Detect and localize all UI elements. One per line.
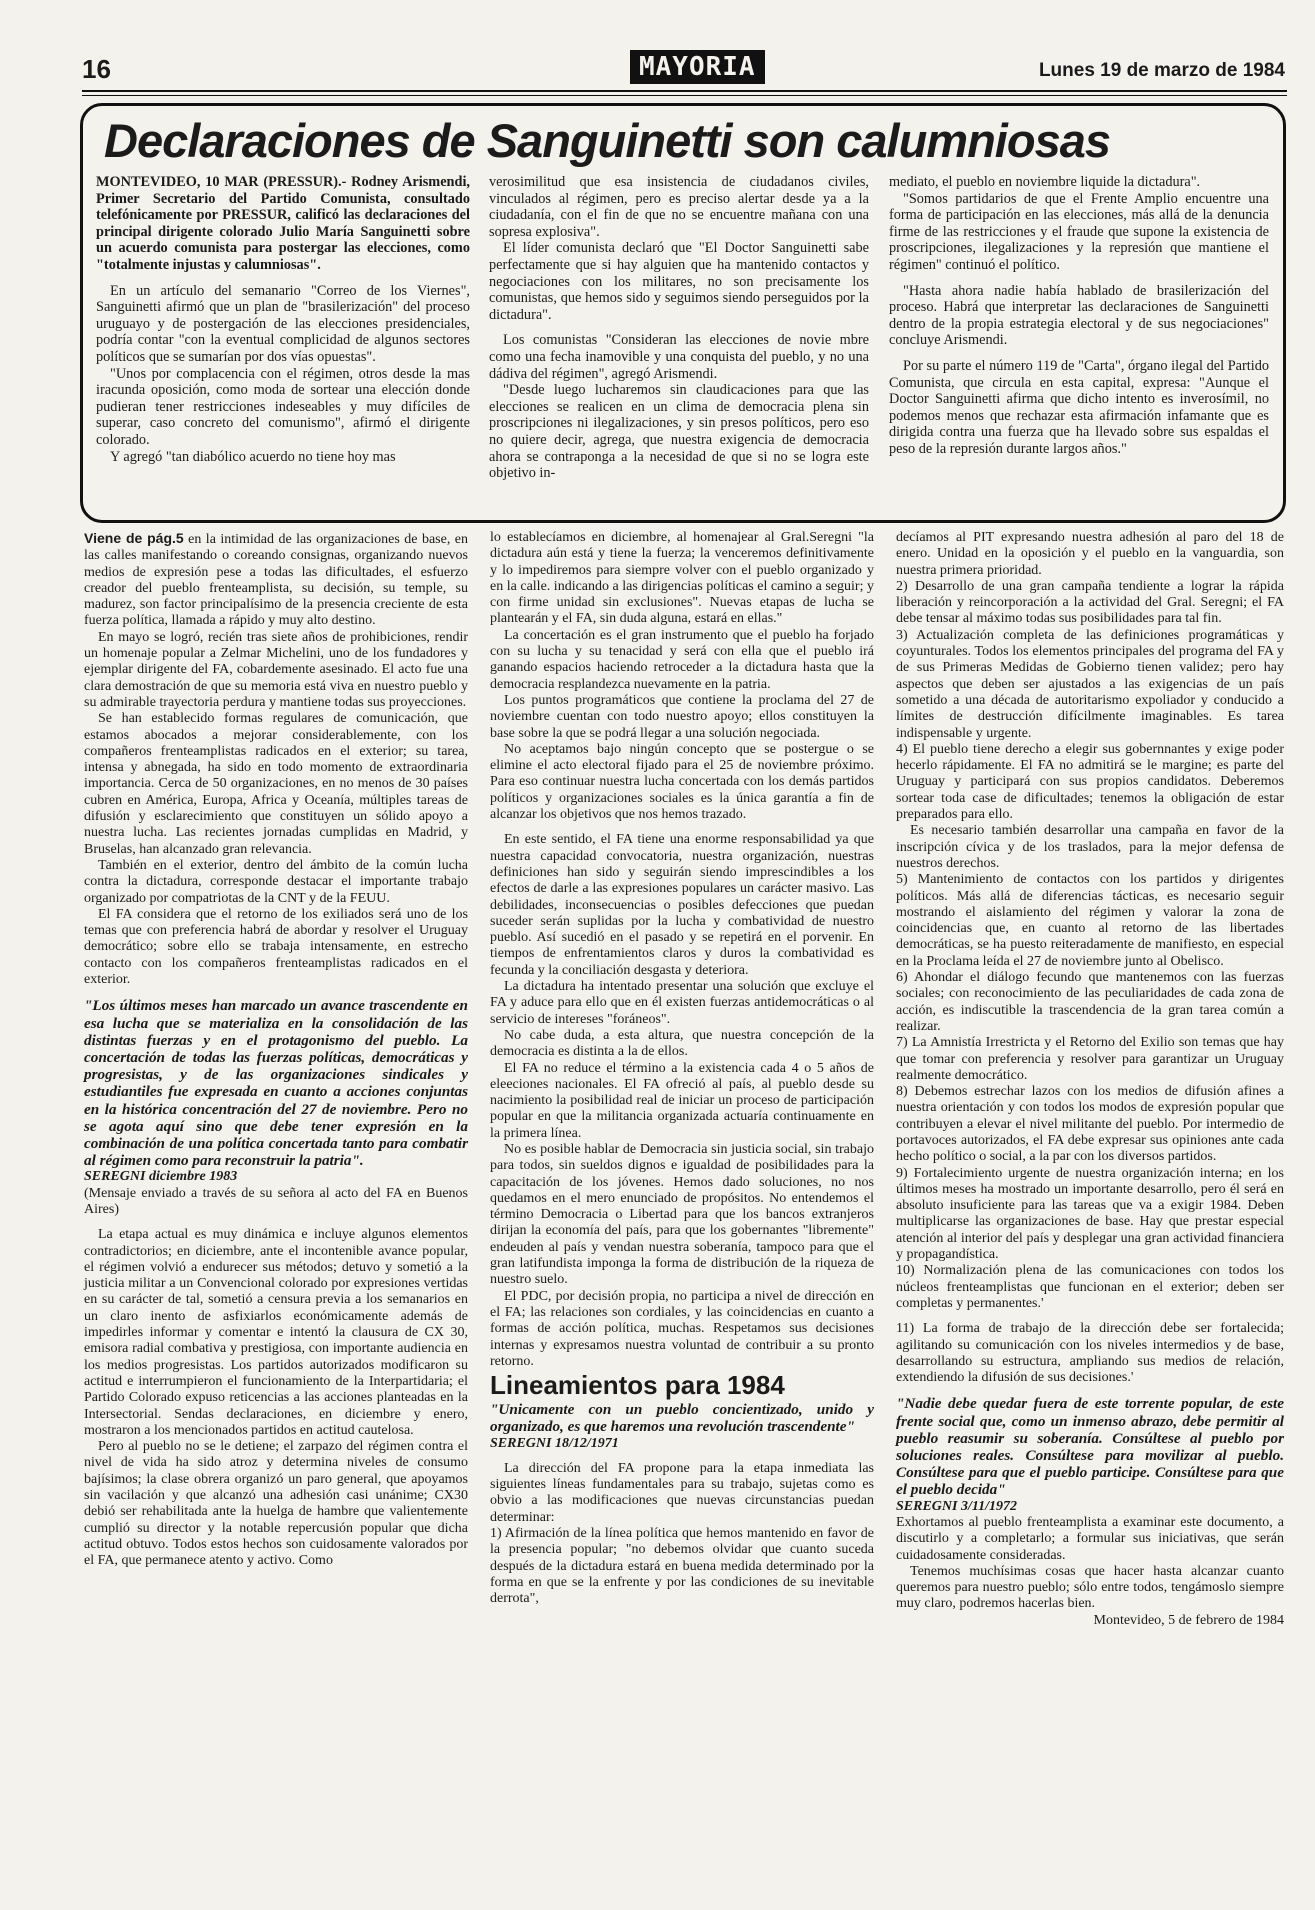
list-item: 11) La forma de trabajo de la dirección debe ser fortalecida; agilitando su comunicación con los niveles intermedios y de base, desarrollando su estructura, ampliando sus medios de relación, extendiendo la difusión de sus decisiones.'	[896, 1321, 1284, 1386]
paragraph: verosimilitud que esa insistencia de ciudadanos civiles, vinculados al régimen, pero es preciso alertar desde ya a la ciudadanía, con el fin de que no se encuentre mañana con una sopresa explosiva".	[489, 174, 869, 240]
article-lead: MONTEVIDEO, 10 MAR (PRESSUR).- Rodney Arismendi, Primer Secretario del Partido Comunista, consultado telefónicamente por PRESSUR, calificó las declaraciones del principal dirigente colorado Julio María Sanguinetti sobre un acuerdo comunista para postergar las elecciones, como "totalmente injustas y calumniosas".	[96, 174, 470, 273]
masthead-logo: MAYORIA	[630, 50, 765, 84]
paragraph: Los puntos programáticos que contiene la proclama del 27 de noviembre cuentan con todo nuestro apoyo; ellos constituyen la base sobre la que se podrá llegar a una solución negociada.	[490, 692, 874, 741]
pull-quote: "Unicamente con un pueblo concientizado, unido y organizado, es que haremos una revolución trascendente"	[490, 1401, 874, 1436]
paragraph: "Unos por complacencia con el régimen, otros desde la mas iracunda oposición, como moda de sortear una elección donde pudieran tener restricciones indeseables y muy difíciles de superar, caso concreto del comunismo", afirmó el dirigente colorado.	[96, 365, 470, 448]
paragraph: Se han establecido formas regulares de comunicación, que estamos abocados a mejorar considerablemente, con los compañeros frenteamplistas radicados en el exterior; su tarea, intensa y abnegada, ha sido en todo momento de extraordinaria importancia. Cerca de 50 organizaciones, en no menos de 30 países cubren en América, Europa, Africa y Oceanía, múltiples tareas de difusión y esclarecimiento que constituyen un sólido apoyo a nuestra lucha. Las recientes jornadas cumplidas en Madrid, y Bruselas, han alcanzado gran relevancia.	[84, 711, 468, 857]
box-column-2	[489, 174, 869, 482]
paragraph: "Desde luego lucharemos sin claudicaciones para que las elecciones se realicen en un clima de democracia plena sin proscripciones ni ilegalizaciones, y sin presos políticos, pero eso no quiere decir, agrega, que nuestra exigencia de democracia ahora se contraponga a la necesidad de que si no se logra este objetivo in-	[489, 382, 869, 482]
document-date: Montevideo, 5 de febrero de 1984	[1093, 1612, 1284, 1628]
paragraph: Exhortamos al pueblo frenteamplista a examinar este documento, a discutirlo y a completarlo; a formular sus iniciativas, que serán cuidadosamente consideradas.	[896, 1514, 1284, 1563]
quote-note: (Mensaje enviado a través de su señora al acto del FA en Buenos Aires)	[84, 1185, 468, 1217]
quote-attribution: SEREGNI 18/12/1971	[490, 1435, 619, 1451]
paragraph: Los comunistas "Consideran las elecciones de novie mbre como una fecha inamovible y una conquista del pueblo, y no una dádiva del régimen", agregó Arismendi.	[489, 332, 869, 382]
main-column-3	[896, 530, 1284, 1629]
main-column-2	[490, 530, 874, 1608]
paragraph: "Somos partidarios de que el Frente Amplio encuentre una forma de participación en las elecciones, más allá de la denuncia firme de las restricciones y el fraude que supone la existencia de proscripciones, ilegalizaciones y la represión que mantiene el régimen" continuó el político.	[889, 190, 1269, 273]
paragraph: No es posible hablar de Democracia sin justicia social, sin trabajo para todos, sin sueldos dignos e igualdad de posibilidades para la capacitación de los jóvenes. Hemos dado soluciones, no nos quedamos en el mero enunciado de propósitos. No entendemos el término Democracia o Libertad para que los bancos extranjeros dirijan la economía del país, para que los gobernantes "libremente" endeuden al país y vendan nuestra soberanía, tampoco para que el gran latifundista imponga la forma de distribución de la riqueza de nuestro suelo.	[490, 1141, 874, 1288]
page-header	[82, 54, 1285, 88]
main-column-1	[84, 530, 468, 1569]
section-title: Lineamientos para 1984	[490, 1370, 785, 1401]
paragraph: En mayo se logró, recién tras siete años de prohibiciones, rendir un homenaje popular a Zelmar Michelini, uno de los fundadores y ejemplar dirigente del FA, cobardemente asesinado. El acto fue una clara demostración de que su memoria está viva en nuestro pueblo y su admirable trayectoria perdura y mantiene todas sus proyecciones.	[84, 629, 468, 710]
paragraph: También en el exterior, dentro del ámbito de la común lucha contra la dictadura, corresponde destacar el importante trabajo organizado por compatriotas de la CNT y de la FEUU.	[84, 857, 468, 906]
list-item: 2) Desarrollo de una gran campaña tendiente a lograr la rápida liberación y reincorporación a la actividad del Gral. Seregni; el FA debe tensar al máximo todas sus posibilidades para tal fin.	[896, 578, 1284, 627]
list-item: 10) Normalización plena de las comunicaciones con todos los núcleos frenteamplistas que funcionan en el exterior; deben ser completas y permanentes.'	[896, 1263, 1284, 1311]
header-rule	[82, 90, 1287, 92]
article-headline: Declaraciones de Sanguinetti son calumniosas	[104, 114, 1110, 167]
box-column-3	[889, 174, 1269, 458]
continued-from-label: Viene de pág.5	[84, 530, 184, 546]
paragraph: El líder comunista declaró que "El Doctor Sanguinetti sabe perfectamente que si hay alguien que ha mantenido contactos y negociaciones con los militares, no son precisamente los comunistas, que hemos sido y seguimos siendo perseguidos por la dictadura".	[489, 240, 869, 323]
paragraph: En un artículo del semanario "Correo de los Viernes", Sanguinetti afirmó que un plan de "brasilerización" del proceso uruguayo y de postergación de las elecciones presidenciales, podría contar "con la eventual complicidad de algunos sectores políticos que se sumarían por dos vías opuestas".	[96, 282, 470, 365]
paragraph: Tenemos muchísimas cosas que hacer hasta alcanzar cuanto queremos para nuestro pueblo; sólo entre todos, tengámoslo siempre muy claro, podremos hacerlas bien.	[896, 1563, 1284, 1612]
paragraph: Pero al pueblo no se le detiene; el zarpazo del régimen contra el nivel de vida ha sido atroz y determina niveles de consumo bajísimos; la clase obrera organizó un paro general, que apoyamos sin vacilación y que alcanzó una adhesión casi unánime; CX30 debió ser rehabilitada ante la huelga de hambre que valientemente cumplió su director y la notable repercusión popular que dicha actitud obtuvo. Todos estos hechos son cuidosamente valorados por el FA, que permanece atento y activo. Como	[84, 1439, 468, 1569]
continuation-paragraph: Viene de pág.5 en la intimidad de las organizaciones de base, en las calles manifestando o coreando consignas, organizando nuevos medios de expresión pese a todas las dificultades, el esfuerzo creador del pueblo frenteamplista, su decisión, su temple, su madurez, son factor principalísimo de la presencia creciente de esta fuerza política, llamada a rápido y muy alto destino.	[84, 530, 468, 629]
paragraph: Por su parte el número 119 de "Carta", órgano ilegal del Partido Comunista, que circula en esta capital, expresa: "Aunque el Doctor Sanguinetti afirma que dicho intento es inverosímil, no podemos menos que rechazar esta afirmación infamante que es dirigida contra una fuerza que ha llevado sobre sus espaldas el peso de la represión durante largos años."	[889, 357, 1269, 457]
page-number: 16	[82, 54, 111, 84]
paragraph: Y agregó "tan diabólico acuerdo no tiene hoy mas	[110, 448, 396, 465]
paragraph: El PDC, por decisión propia, no participa a nivel de dirección en el FA; las relaciones son cordiales, y las coincidencias en cuanto a formas de acción política, muchas. Respetamos sus decisiones internas y expresamos nuestra voluntad de contribuir a su pronto retorno.	[490, 1288, 874, 1369]
header-rule-thin	[82, 95, 1287, 96]
list-item: 4) El pueblo tiene derecho a elegir sus gobernnantes y exige poder hecerlo rápidamente. El FA no admitirá se le margine; es parte del Uruguay y participará con sus propios candidatos. Deberemos sortear toda case de dificultades; tenemos la obligación de estar preparados para ello.	[896, 741, 1284, 823]
list-item: 7) La Amnistía Irrestricta y el Retorno del Exilio son temas que hay que tomar con preferencia y resolver para garantizar un Uruguay realmente democrático.	[896, 1035, 1284, 1083]
issue-date: Lunes 19 de marzo de 1984	[1038, 60, 1285, 81]
paragraph: decíamos al PIT expresando nuestra adhesión al paro del 18 de enero. Unidad en la oposición y el pueblo en la vanguardia, son nuestra primera prioridad.	[896, 530, 1284, 578]
paragraph: La dirección del FA propone para la etapa inmediata las siguientes líneas fundamentales para su trabajo, sujetas como es obvio a las modificaciones que nuevas circunstancias puedan determinar:	[490, 1460, 874, 1525]
paragraph: La dictadura ha intentado presentar una solución que excluye el FA y aduce para ello que en él existen fuerzas antidemocráticas o al servicio de intereses "foráneos".	[490, 979, 874, 1027]
paragraph: En este sentido, el FA tiene una enorme responsabilidad ya que nuestra capacidad convocatoria, nuestra organización, nuestras definiciones han sido y seguirán siendo imprescindibles a los efectos de darle a las expresiones populares un carácter masivo. Las debilidades, inconsecuencias o posibles defecciones que puedan suceder serán suplidas por la lucha y combatividad de nuestro pueblo. Así sucedió en el pasado y se repetirá en el porvenir. En tiempos de enfrentamientos claros y duros la combatividad es fecunda y la conciliación desgasta y deteriora.	[490, 832, 874, 978]
paragraph: La etapa actual es muy dinámica e incluye algunos elementos contradictorios; en diciembre, ante el incontenible avance popular, el régimen volvió a endurecer sus métodos; detuvo y sometió a la justicia militar a un Convencional colorado por expresiones vertidas en su carácter de tal, sometió a censura previa a los semanarios en un claro inento de asfixiarlos económicamente además de impedirles informar y comentar e intentó la clausura de CX 30, emisora radial combativa y prestigiosa, con importante audiencia en los medios progresistas. Los partidos autorizados modificaron su actitud e interrumpieron el funcionamiento de la Interpartidaria; el Partido Colorado expuso reticencias a las acciones planteadas en la Intersectorial. Sendas declaraciones, en diciembre y enero, mostraron a los mencionados partidos en actitud cautelosa.	[84, 1227, 468, 1438]
list-item: 3) Actualización completa de las definiciones programáticas y coyunturales. Todos los elementos principales del programa del FA y de sus Primeras Medidas de Gobierno tienen validez; pero hay aspectos que deben ser ajustados a las exigencias de un país sometido a una década de autoritarismo expoliador y conducido a límites de destrucción difícilmente imaginables. Es tarea indispensable y urgente.	[896, 627, 1284, 741]
paragraph: Es necesario también desarrollar una campaña en favor de la inscripción cívica y de los traslados, para la mejor defensa de nuestros derechos.	[896, 823, 1284, 871]
paragraph: lo establecíamos en diciembre, al homenajear al Gral.Seregni "la dictadura aún está y tiene la fuerza; la venceremos definitivamente y lo impediremos para siempre volver con el pueblo organizado y en la calle. indicando a las dirigencias políticas el camino a seguir; y con firme unidad sin exclusiones". Nuevas etapas de lucha se plantearán y el FA, sin duda alguna, estará en ellas."	[490, 530, 874, 627]
list-item: 6) Ahondar el diálogo fecundo que mantenemos con las fuerzas sociales; con reconocimiento de las peculiaridades de cada zona de acción, es indiscutible la trascendencia de la gran tarea común a realizar.	[896, 970, 1284, 1034]
list-item: 1) Afirmación de la línea política que hemos mantenido en favor de la presencia popular; "no debemos olvidar que cuanto suceda después de la dictadura estará en buena medida determinado por la forma en que se la enfrente y por las condiciones de su inevitable derrota",	[490, 1526, 874, 1607]
paragraph: El FA no reduce el término a la existencia cada 4 o 5 años de eleeciones nacionales. El FA ofreció al país, al pueblo desde su nacimiento la posibilidad real de iniciar un proceso de participación popular en que la militancia organizada actuaría continuamente en la primera línea.	[490, 1060, 874, 1141]
list-item: 5) Mantenimiento de contactos con los partidos y dirigentes políticos. Más allá de diferencias tácticas, es necesario seguir mostrando el aislamiento del régimen y valorar la zona de coincidencias que, en cuanto al retorno de las libertades democráticas, se ha puesto reiteradamente de manifiesto, en especial en la Proclama leída el 27 de noviembre junto al Obelisco.	[896, 872, 1284, 969]
paragraph: No aceptamos bajo ningún concepto que se postergue o se elimine el acto electoral fijado para el 25 de noviembre próximo. Para eso continuar nuestra lucha concertada con los demás partidos políticos y organizaciones sociales es la única garantía a fin de alcanzar los objetivos que nos hemos trazado.	[490, 741, 874, 823]
quote-attribution: SEREGNI 3/11/1972	[896, 1498, 1017, 1514]
paragraph: No cabe duda, a esta altura, que nuestra concepción de la democracia es distinta a la de ellos.	[490, 1027, 874, 1060]
pull-quote: "Los últimos meses han marcado un avance trascendente en esa lucha que se materializa en la consolidación de las distintas fuerzas y en el protagonismo del pueblo. La concertación de todas las fuerzas políticas, democráticas y progresistas, y de las organizaciones sindicales y estudiantiles fue expresada en cuanto a acciones conjuntas en la histórica concentración del 27 de noviembre. Pero no se agota aquí sino que debe tener expresión en la combinación de una política concertada tanto para combatir al régimen como para reconstruir la patria".	[84, 997, 468, 1170]
paragraph: La concertación es el gran instrumento que el pueblo ha forjado con su lucha y su tenacidad y será con ella que el pueblo irá ganando espacios haciendo retroceder a la dictadura hasta que la democracia resplandezca nuevamente en la patria.	[490, 627, 874, 692]
quote-attribution: SEREGNI diciembre 1983	[84, 1169, 238, 1185]
box-column-1	[96, 174, 470, 465]
paragraph: El FA considera que el retorno de los exiliados será uno de los temas que con preferencia habrá de abordar y resolver el Uruguay democrático; sobre ello se trabaja intensamente, en estrecho contacto con los compañeros frenteamplistas radicados en el exterior.	[84, 906, 468, 988]
list-item: 9) Fortalecimiento urgente de nuestra organización interna; en los últimos meses ha mostrado un importante desarrollo, pero él será en absoluto insuficiente para las tareas que va a exigir 1984. Deben multiplicarse las organizaciones de base. Hay que prestar especial atención al interior del país y desplegar una gran actividad financiera y propagandística.	[896, 1165, 1284, 1263]
list-item: 8) Debemos estrechar lazos con los medios de difusión afines a nuestra orientación y con todos los modos de expresión popular que contribuyen a elevar el nivel militante del pueblo. Por intermedio de portavoces autorizados, el FA debe expresar sus opiniones ante cada hecho político o social, a la par con los diversos partidos.	[896, 1084, 1284, 1165]
pull-quote: "Nadie debe quedar fuera de este torrente popular, de este frente social que, como un inmenso abrazo, debe permitir al pueblo reasumir su soberanía. Consúltese al pueblo por soluciones reales. Consúltese para movilizar al pueblo. Consúltese para que el pueblo participe. Consúltese para que el pueblo decida"	[896, 1395, 1284, 1499]
paragraph: "Hasta ahora nadie había hablado de brasilerización del proceso. Habrá que interpretar las declaraciones de Sanguinetti dentro de la propia estrategia electoral y de sus negociaciones" concluye Arismendi.	[889, 282, 1269, 349]
paragraph: mediato, el pueblo en noviembre liquide la dictadura".	[889, 174, 1201, 190]
